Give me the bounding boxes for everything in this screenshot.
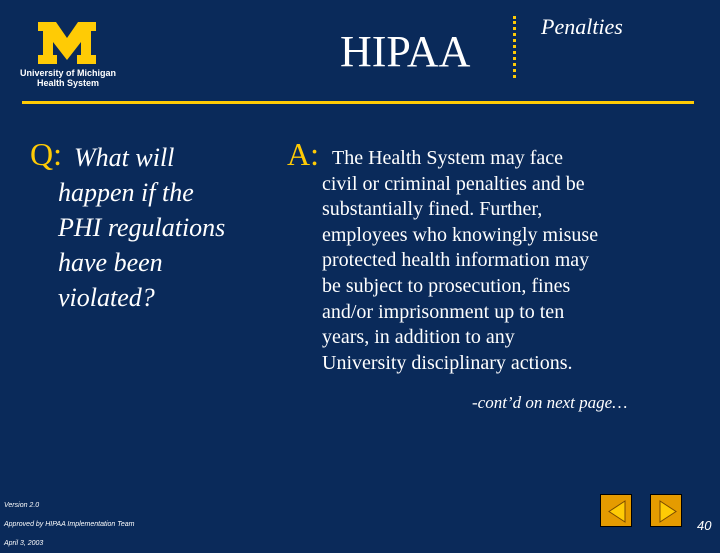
logo-text bbox=[18, 68, 118, 88]
question-text bbox=[58, 140, 288, 315]
slide-title: HIPAA bbox=[340, 27, 471, 76]
title-divider bbox=[513, 16, 519, 78]
answer-line: and/or imprisonment up to ten bbox=[322, 300, 565, 323]
question-marker: Q: bbox=[30, 136, 62, 172]
triangle-right-icon bbox=[651, 495, 683, 528]
previous-slide-button[interactable] bbox=[600, 494, 632, 527]
answer-marker: A: bbox=[287, 136, 319, 172]
continued-note: -cont’d on next page… bbox=[472, 393, 628, 412]
question-line: violated? bbox=[58, 283, 155, 312]
triangle-left-icon bbox=[601, 495, 633, 528]
answer-line: University disciplinary actions. bbox=[322, 351, 573, 374]
answer-line: substantially fined. Further, bbox=[322, 198, 543, 221]
answer-text bbox=[322, 146, 667, 376]
version-text: Version 2.0 bbox=[4, 502, 40, 509]
question-line: PHI regulations bbox=[58, 213, 226, 242]
answer-line: employees who knowingly misuse bbox=[322, 223, 599, 246]
date-text: April 3, 2003 bbox=[4, 540, 44, 547]
question-line: What will bbox=[74, 143, 175, 172]
section-title: Penalties bbox=[541, 14, 623, 39]
block-m-icon bbox=[36, 20, 98, 66]
logo-text-line2: Health System bbox=[36, 78, 100, 88]
answer-line: The Health System may face bbox=[332, 147, 564, 169]
question-line: have been bbox=[58, 248, 163, 277]
header-rule bbox=[22, 101, 694, 104]
next-slide-button[interactable] bbox=[650, 494, 682, 527]
university-of-michigan-logo bbox=[18, 20, 118, 92]
answer-line: be subject to prosecution, fines bbox=[322, 274, 571, 297]
answer-line: protected health information may bbox=[322, 249, 590, 272]
page-number: 40 bbox=[697, 518, 712, 533]
answer-line: civil or criminal penalties and be bbox=[322, 172, 585, 195]
approval-text: Approved by HIPAA Implementation Team bbox=[4, 521, 135, 528]
answer-line: years, in addition to any bbox=[322, 326, 515, 349]
footer-info bbox=[4, 496, 134, 553]
question-line: happen if the bbox=[58, 178, 194, 207]
logo-text-line1: University of Michigan bbox=[19, 68, 117, 78]
